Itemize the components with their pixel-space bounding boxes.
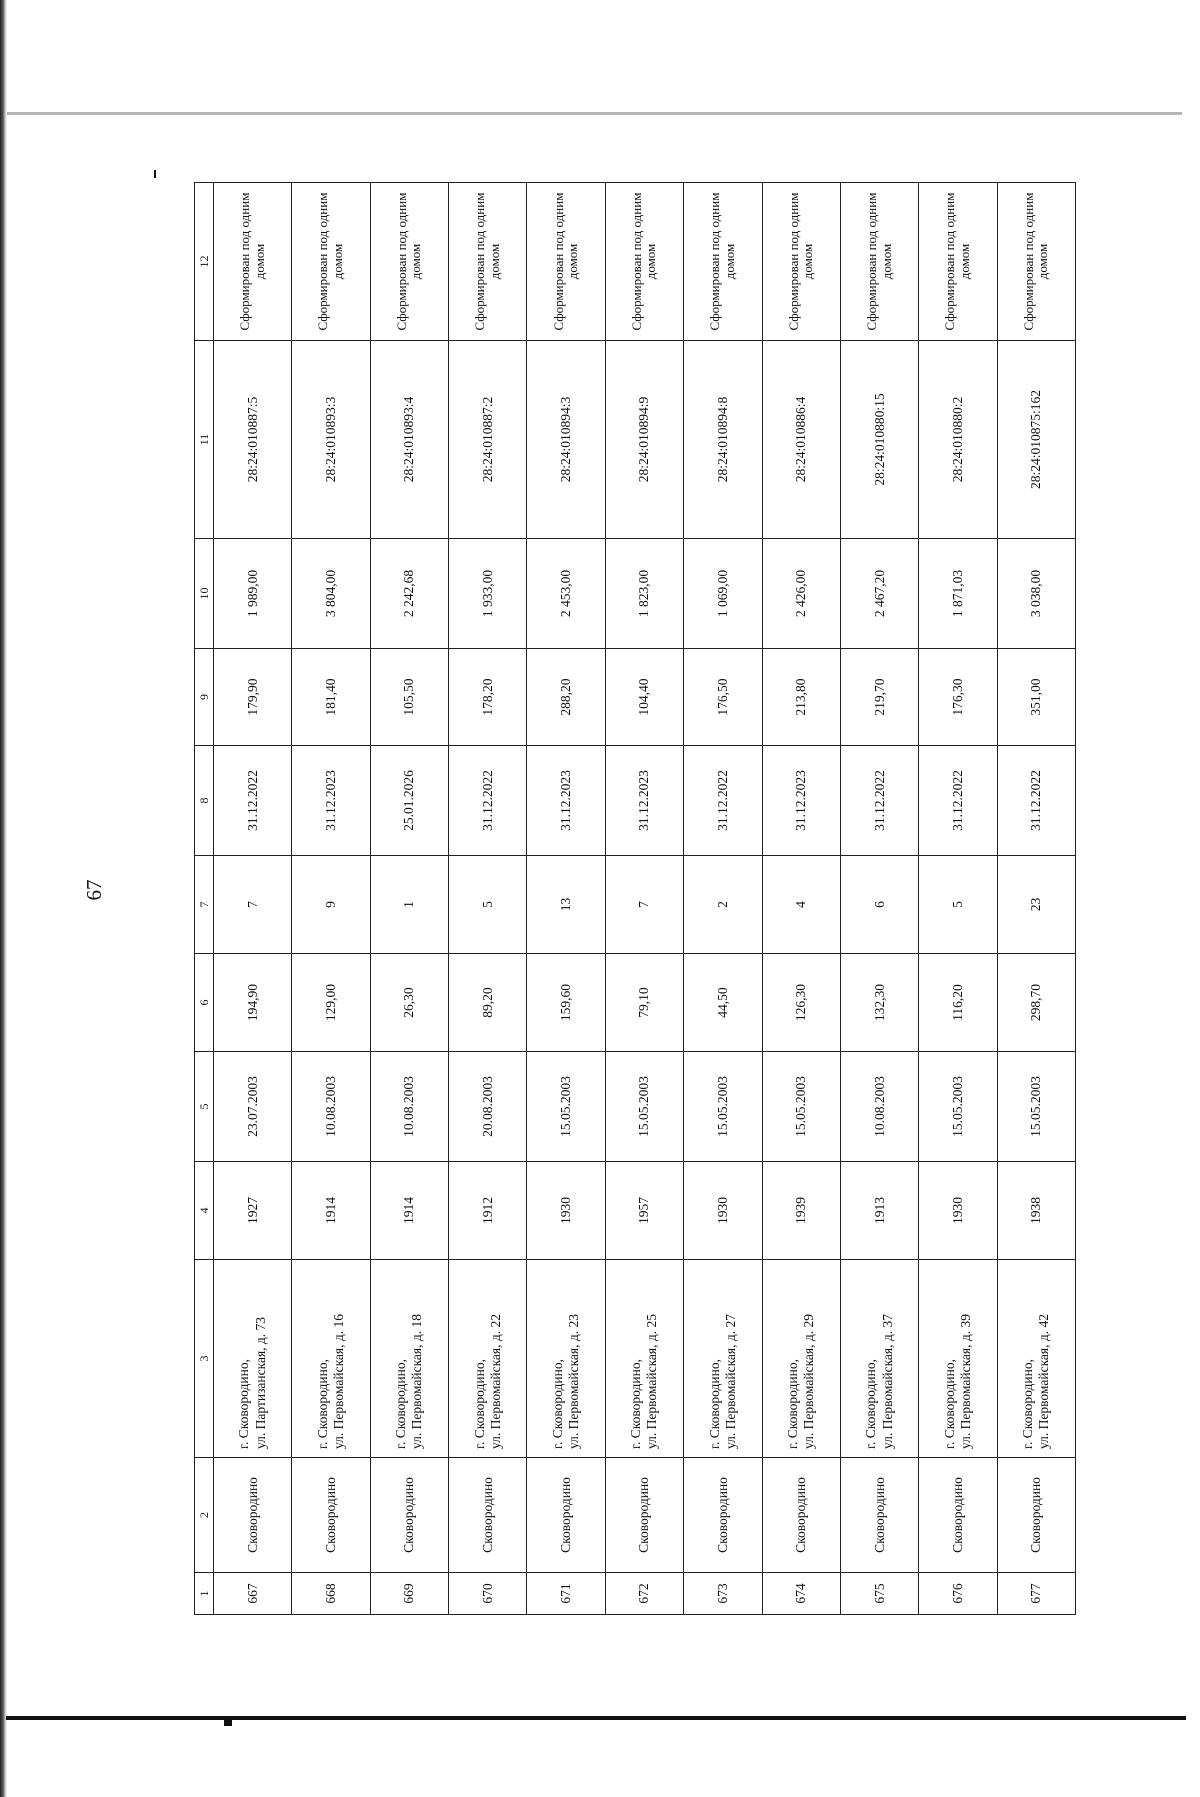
locality-cell: Сковородино: [840, 1458, 918, 1573]
area-cell: 298,70: [997, 954, 1075, 1052]
count-cell: 5: [449, 856, 527, 954]
address-city: г. Сковородино,: [549, 1359, 565, 1449]
scan-edge-left: [0, 0, 7, 1797]
scan-edge-top: [7, 112, 1182, 115]
amount-cell: 1 989,00: [214, 539, 292, 649]
table-row: [919, 183, 997, 1615]
address-city: г. Сковородино,: [314, 1359, 330, 1449]
row-number-cell: 669: [370, 1573, 448, 1615]
end-date-cell: 31.12.2023: [292, 746, 370, 856]
table-row: [449, 183, 527, 1615]
address-street: ул. Первомайская, д. 23: [566, 1314, 582, 1449]
address-cell: [370, 1260, 448, 1458]
date-cell: 15.05.2003: [527, 1052, 605, 1162]
locality-cell: Сковородино: [527, 1458, 605, 1573]
address-cell: [684, 1260, 762, 1458]
status-cell: Сформирован под одним домом: [292, 183, 370, 341]
value-cell: 351,00: [997, 649, 1075, 746]
column-number: 11: [195, 341, 214, 539]
table-row: [214, 183, 292, 1615]
locality-cell: Сковородино: [919, 1458, 997, 1573]
count-cell: 2: [684, 856, 762, 954]
amount-cell: 1 871,03: [919, 539, 997, 649]
cadastral-number-cell: 28:24:010887:5: [214, 341, 292, 539]
table-row: [605, 183, 683, 1615]
date-cell: 20.08.2003: [449, 1052, 527, 1162]
status-cell: Сформирован под одним домом: [527, 183, 605, 341]
address-cell: [919, 1260, 997, 1458]
row-number-cell: 668: [292, 1573, 370, 1615]
area-cell: 129,00: [292, 954, 370, 1052]
value-cell: 213,80: [762, 649, 840, 746]
row-number-cell: 677: [997, 1573, 1075, 1615]
address-city: г. Сковородино,: [1020, 1359, 1036, 1449]
end-date-cell: 31.12.2022: [997, 746, 1075, 856]
address-street: ул. Первомайская, д. 39: [957, 1314, 973, 1449]
row-number-cell: 676: [919, 1573, 997, 1615]
column-number: 2: [195, 1458, 214, 1573]
date-cell: 15.05.2003: [919, 1052, 997, 1162]
row-number-cell: 670: [449, 1573, 527, 1615]
address-city: г. Сковородино,: [941, 1359, 957, 1449]
status-cell: Сформирован под одним домом: [684, 183, 762, 341]
date-cell: 15.05.2003: [997, 1052, 1075, 1162]
year-cell: 1927: [214, 1162, 292, 1260]
cadastral-number-cell: 28:24:010886:4: [762, 341, 840, 539]
year-cell: 1957: [605, 1162, 683, 1260]
address-city: г. Сковородино,: [471, 1359, 487, 1449]
column-number: 8: [195, 746, 214, 856]
count-cell: 4: [762, 856, 840, 954]
column-number: 1: [195, 1573, 214, 1615]
count-cell: 23: [997, 856, 1075, 954]
row-number-cell: 675: [840, 1573, 918, 1615]
value-cell: 176,30: [919, 649, 997, 746]
end-date-cell: 31.12.2022: [684, 746, 762, 856]
end-date-cell: 31.12.2023: [762, 746, 840, 856]
column-number: 12: [195, 183, 214, 341]
address-cell: [997, 1260, 1075, 1458]
count-cell: 5: [919, 856, 997, 954]
end-date-cell: 25.01.2026: [370, 746, 448, 856]
address-cell: [214, 1260, 292, 1458]
locality-cell: Сковородино: [214, 1458, 292, 1573]
value-cell: 181,40: [292, 649, 370, 746]
status-cell: Сформирован под одним домом: [840, 183, 918, 341]
status-cell: Сформирован под одним домом: [762, 183, 840, 341]
count-cell: 13: [527, 856, 605, 954]
value-cell: 104,40: [605, 649, 683, 746]
date-cell: 10.08.2003: [292, 1052, 370, 1162]
value-cell: 178,20: [449, 649, 527, 746]
end-date-cell: 31.12.2022: [919, 746, 997, 856]
amount-cell: 2 453,00: [527, 539, 605, 649]
value-cell: 176,50: [684, 649, 762, 746]
column-number: 9: [195, 649, 214, 746]
amount-cell: 2 467,20: [840, 539, 918, 649]
area-cell: 89,20: [449, 954, 527, 1052]
date-cell: 10.08.2003: [370, 1052, 448, 1162]
address-street: ул. Первомайская, д. 37: [879, 1314, 895, 1449]
address-cell: [527, 1260, 605, 1458]
column-number: 7: [195, 856, 214, 954]
cadastral-number-cell: 28:24:010894:8: [684, 341, 762, 539]
amount-cell: 3 804,00: [292, 539, 370, 649]
address-city: г. Сковородино,: [236, 1359, 252, 1449]
cadastral-number-cell: 28:24:010894:9: [605, 341, 683, 539]
scan-speck: [154, 170, 156, 178]
column-number: 3: [195, 1260, 214, 1458]
column-number: 5: [195, 1052, 214, 1162]
address-street: ул. Первомайская, д. 27: [722, 1314, 738, 1449]
column-number: 4: [195, 1162, 214, 1260]
year-cell: 1914: [370, 1162, 448, 1260]
table-row: [684, 183, 762, 1615]
locality-cell: Сковородино: [449, 1458, 527, 1573]
value-cell: 179,90: [214, 649, 292, 746]
area-cell: 194,90: [214, 954, 292, 1052]
address-city: г. Сковородино,: [863, 1359, 879, 1449]
year-cell: 1912: [449, 1162, 527, 1260]
address-cell: [449, 1260, 527, 1458]
date-cell: 15.05.2003: [684, 1052, 762, 1162]
count-cell: 9: [292, 856, 370, 954]
amount-cell: 3 038,00: [997, 539, 1075, 649]
cadastral-number-cell: 28:24:010880:2: [919, 341, 997, 539]
area-cell: 116,20: [919, 954, 997, 1052]
area-cell: 126,30: [762, 954, 840, 1052]
status-cell: Сформирован под одним домом: [370, 183, 448, 341]
cadastral-number-cell: 28:24:010875:162: [997, 341, 1075, 539]
date-cell: 10.08.2003: [840, 1052, 918, 1162]
address-city: г. Сковородино,: [393, 1359, 409, 1449]
amount-cell: 1 933,00: [449, 539, 527, 649]
area-cell: 132,30: [840, 954, 918, 1052]
address-city: г. Сковородино,: [706, 1359, 722, 1449]
area-cell: 79,10: [605, 954, 683, 1052]
end-date-cell: 31.12.2022: [214, 746, 292, 856]
value-cell: 105,50: [370, 649, 448, 746]
row-number-cell: 673: [684, 1573, 762, 1615]
amount-cell: 1 069,00: [684, 539, 762, 649]
table-row: [292, 183, 370, 1615]
year-cell: 1930: [919, 1162, 997, 1260]
row-number-cell: 674: [762, 1573, 840, 1615]
address-street: ул. Первомайская, д. 42: [1036, 1314, 1052, 1449]
scan-mark: [224, 1718, 232, 1726]
address-city: г. Сковородино,: [785, 1359, 800, 1449]
locality-cell: Сковородино: [605, 1458, 683, 1573]
locality-cell: Сковородино: [292, 1458, 370, 1573]
locality-cell: Сковородино: [997, 1458, 1075, 1573]
address-cell: [292, 1260, 370, 1458]
area-cell: 159,60: [527, 954, 605, 1052]
area-cell: 26,30: [370, 954, 448, 1052]
year-cell: 1939: [762, 1162, 840, 1260]
count-cell: 7: [605, 856, 683, 954]
value-cell: 288,20: [527, 649, 605, 746]
row-number-cell: 671: [527, 1573, 605, 1615]
table-body: [214, 183, 1076, 1615]
cadastral-number-cell: 28:24:010893:3: [292, 341, 370, 539]
date-cell: 23.07.2003: [214, 1052, 292, 1162]
count-cell: 1: [370, 856, 448, 954]
address-cell: [605, 1260, 683, 1458]
status-cell: Сформирован под одним домом: [214, 183, 292, 341]
year-cell: 1914: [292, 1162, 370, 1260]
count-cell: 7: [214, 856, 292, 954]
table-row: [370, 183, 448, 1615]
amount-cell: 2 426,00: [762, 539, 840, 649]
year-cell: 1930: [684, 1162, 762, 1260]
row-number-cell: 672: [605, 1573, 683, 1615]
year-cell: 1930: [527, 1162, 605, 1260]
page-number: 67: [82, 879, 106, 901]
end-date-cell: 31.12.2022: [840, 746, 918, 856]
cadastral-number-cell: 28:24:010894:3: [527, 341, 605, 539]
address-city: г. Сковородино,: [628, 1359, 644, 1449]
count-cell: 6: [840, 856, 918, 954]
address-street: ул. Первомайская, д. 16: [331, 1314, 347, 1449]
column-number: 10: [195, 539, 214, 649]
address-street: ул. Первомайская, д. 18: [409, 1314, 425, 1449]
date-cell: 15.05.2003: [762, 1052, 840, 1162]
cadastral-number-cell: 28:24:010887:2: [449, 341, 527, 539]
year-cell: 1913: [840, 1162, 918, 1260]
status-cell: Сформирован под одним домом: [919, 183, 997, 341]
value-cell: 219,70: [840, 649, 918, 746]
year-cell: 1938: [997, 1162, 1075, 1260]
table-row: [762, 183, 840, 1615]
column-number-row: [195, 183, 214, 1615]
address-street: ул. Первомайская, д. 25: [644, 1314, 660, 1449]
status-cell: Сформирован под одним домом: [605, 183, 683, 341]
register-table: [194, 182, 1076, 1615]
address-cell: [840, 1260, 918, 1458]
end-date-cell: 31.12.2023: [527, 746, 605, 856]
address-cell: [762, 1260, 840, 1458]
amount-cell: 2 242,68: [370, 539, 448, 649]
locality-cell: Сковородино: [684, 1458, 762, 1573]
cadastral-number-cell: 28:24:010880:15: [840, 341, 918, 539]
end-date-cell: 31.12.2022: [449, 746, 527, 856]
end-date-cell: 31.12.2023: [605, 746, 683, 856]
column-number: 6: [195, 954, 214, 1052]
area-cell: 44,50: [684, 954, 762, 1052]
locality-cell: Сковородино: [762, 1458, 840, 1573]
address-street: ул. Первомайская, д. 22: [487, 1314, 503, 1449]
locality-cell: Сковородино: [370, 1458, 448, 1573]
row-number-cell: 667: [214, 1573, 292, 1615]
address-street: ул. Первомайская, д. 29: [801, 1314, 817, 1449]
address-street: ул. Партизанская, д. 73: [252, 1316, 268, 1449]
status-cell: Сформирован под одним домом: [449, 183, 527, 341]
scan-edge-bottom: [6, 1716, 1186, 1720]
table-row: [840, 183, 918, 1615]
date-cell: 15.05.2003: [605, 1052, 683, 1162]
amount-cell: 1 823,00: [605, 539, 683, 649]
status-cell: Сформирован под одним домом: [997, 183, 1075, 341]
cadastral-number-cell: 28:24:010893:4: [370, 341, 448, 539]
table-row: [527, 183, 605, 1615]
table-row: [997, 183, 1075, 1615]
